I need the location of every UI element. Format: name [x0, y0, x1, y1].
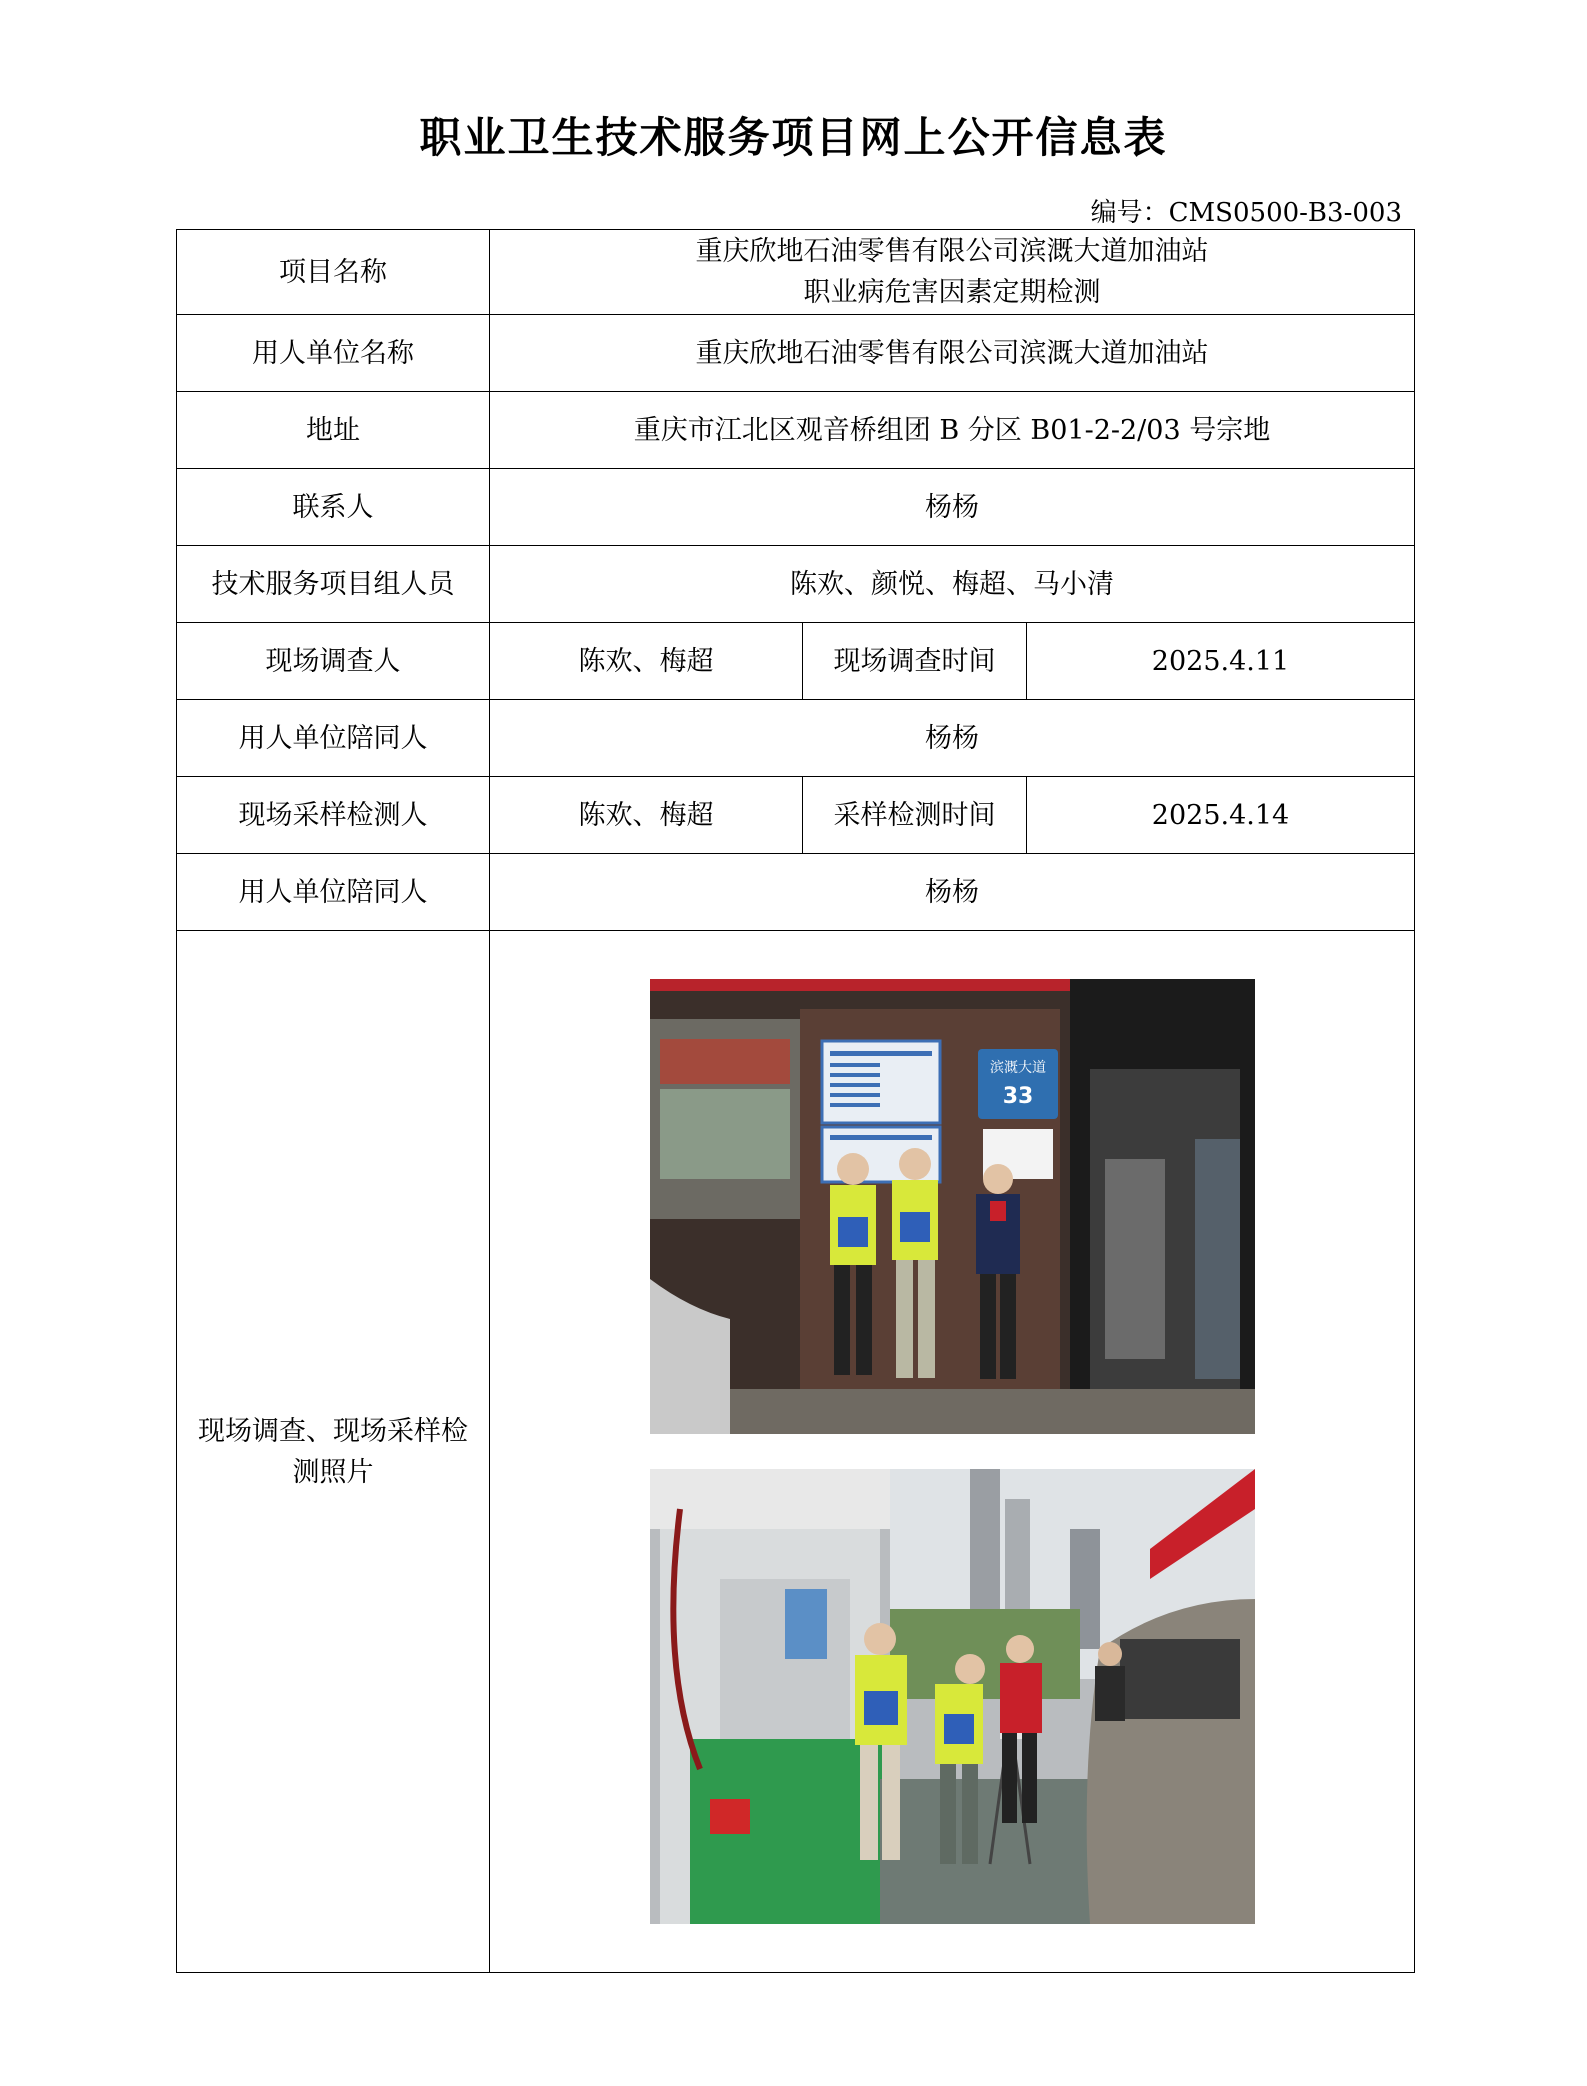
value-survey-time: 2025.4.11: [1027, 623, 1415, 700]
value-address: 重庆市江北区观音桥组团 B 分区 B01-2-2/03 号宗地: [490, 392, 1415, 469]
row-survey: [177, 623, 1415, 700]
label-photos-line1: 现场调查、现场采样检: [198, 1415, 468, 1447]
label-sampling: 现场采样检测人: [177, 777, 490, 854]
row-sampling: [177, 777, 1415, 854]
row-employer: [177, 315, 1415, 392]
info-table: [176, 229, 1415, 1973]
document-code: 编号：CMS0500-B3-003: [1090, 198, 1402, 228]
value-sampling-escort: 杨杨: [490, 854, 1415, 931]
photos-cell: [490, 931, 1415, 1973]
street-sign-name: 滨溉大道: [990, 1060, 1046, 1076]
label-contact: 联系人: [177, 469, 490, 546]
label-photos: [177, 931, 490, 1973]
row-sampling-escort: [177, 854, 1415, 931]
value-employer: 重庆欣地石油零售有限公司滨溉大道加油站: [490, 315, 1415, 392]
site-sampling-photo: [650, 1469, 1255, 1924]
label-survey-escort: 用人单位陪同人: [177, 700, 490, 777]
row-photos: [177, 931, 1415, 1973]
value-contact: 杨杨: [490, 469, 1415, 546]
value-project-name: [490, 230, 1415, 315]
value-project-name-line1: 重庆欣地石油零售有限公司滨溉大道加油站: [695, 236, 1209, 267]
row-survey-escort: [177, 700, 1415, 777]
street-sign-number: 33: [1002, 1084, 1034, 1109]
label-photos-line2: 测照片: [292, 1456, 374, 1488]
label-sampling-time: 采样检测时间: [803, 777, 1027, 854]
value-survey-escort: 杨杨: [490, 700, 1415, 777]
document-title: 职业卫生技术服务项目网上公开信息表: [419, 113, 1168, 162]
label-team: 技术服务项目组人员: [177, 546, 490, 623]
row-address: [177, 392, 1415, 469]
value-sampling: 陈欢、梅超: [490, 777, 803, 854]
row-team: [177, 546, 1415, 623]
label-address: 地址: [177, 392, 490, 469]
site-survey-photo: [650, 979, 1255, 1434]
row-contact: [177, 469, 1415, 546]
value-project-name-line2: 职业病危害因素定期检测: [803, 277, 1101, 308]
label-survey: 现场调查人: [177, 623, 490, 700]
label-sampling-escort: 用人单位陪同人: [177, 854, 490, 931]
label-employer: 用人单位名称: [177, 315, 490, 392]
label-survey-time: 现场调查时间: [803, 623, 1027, 700]
value-team: 陈欢、颜悦、梅超、马小清: [490, 546, 1415, 623]
value-survey: 陈欢、梅超: [490, 623, 803, 700]
value-sampling-time: 2025.4.14: [1027, 777, 1415, 854]
row-project-name: [177, 230, 1415, 315]
label-project-name: 项目名称: [177, 230, 490, 315]
